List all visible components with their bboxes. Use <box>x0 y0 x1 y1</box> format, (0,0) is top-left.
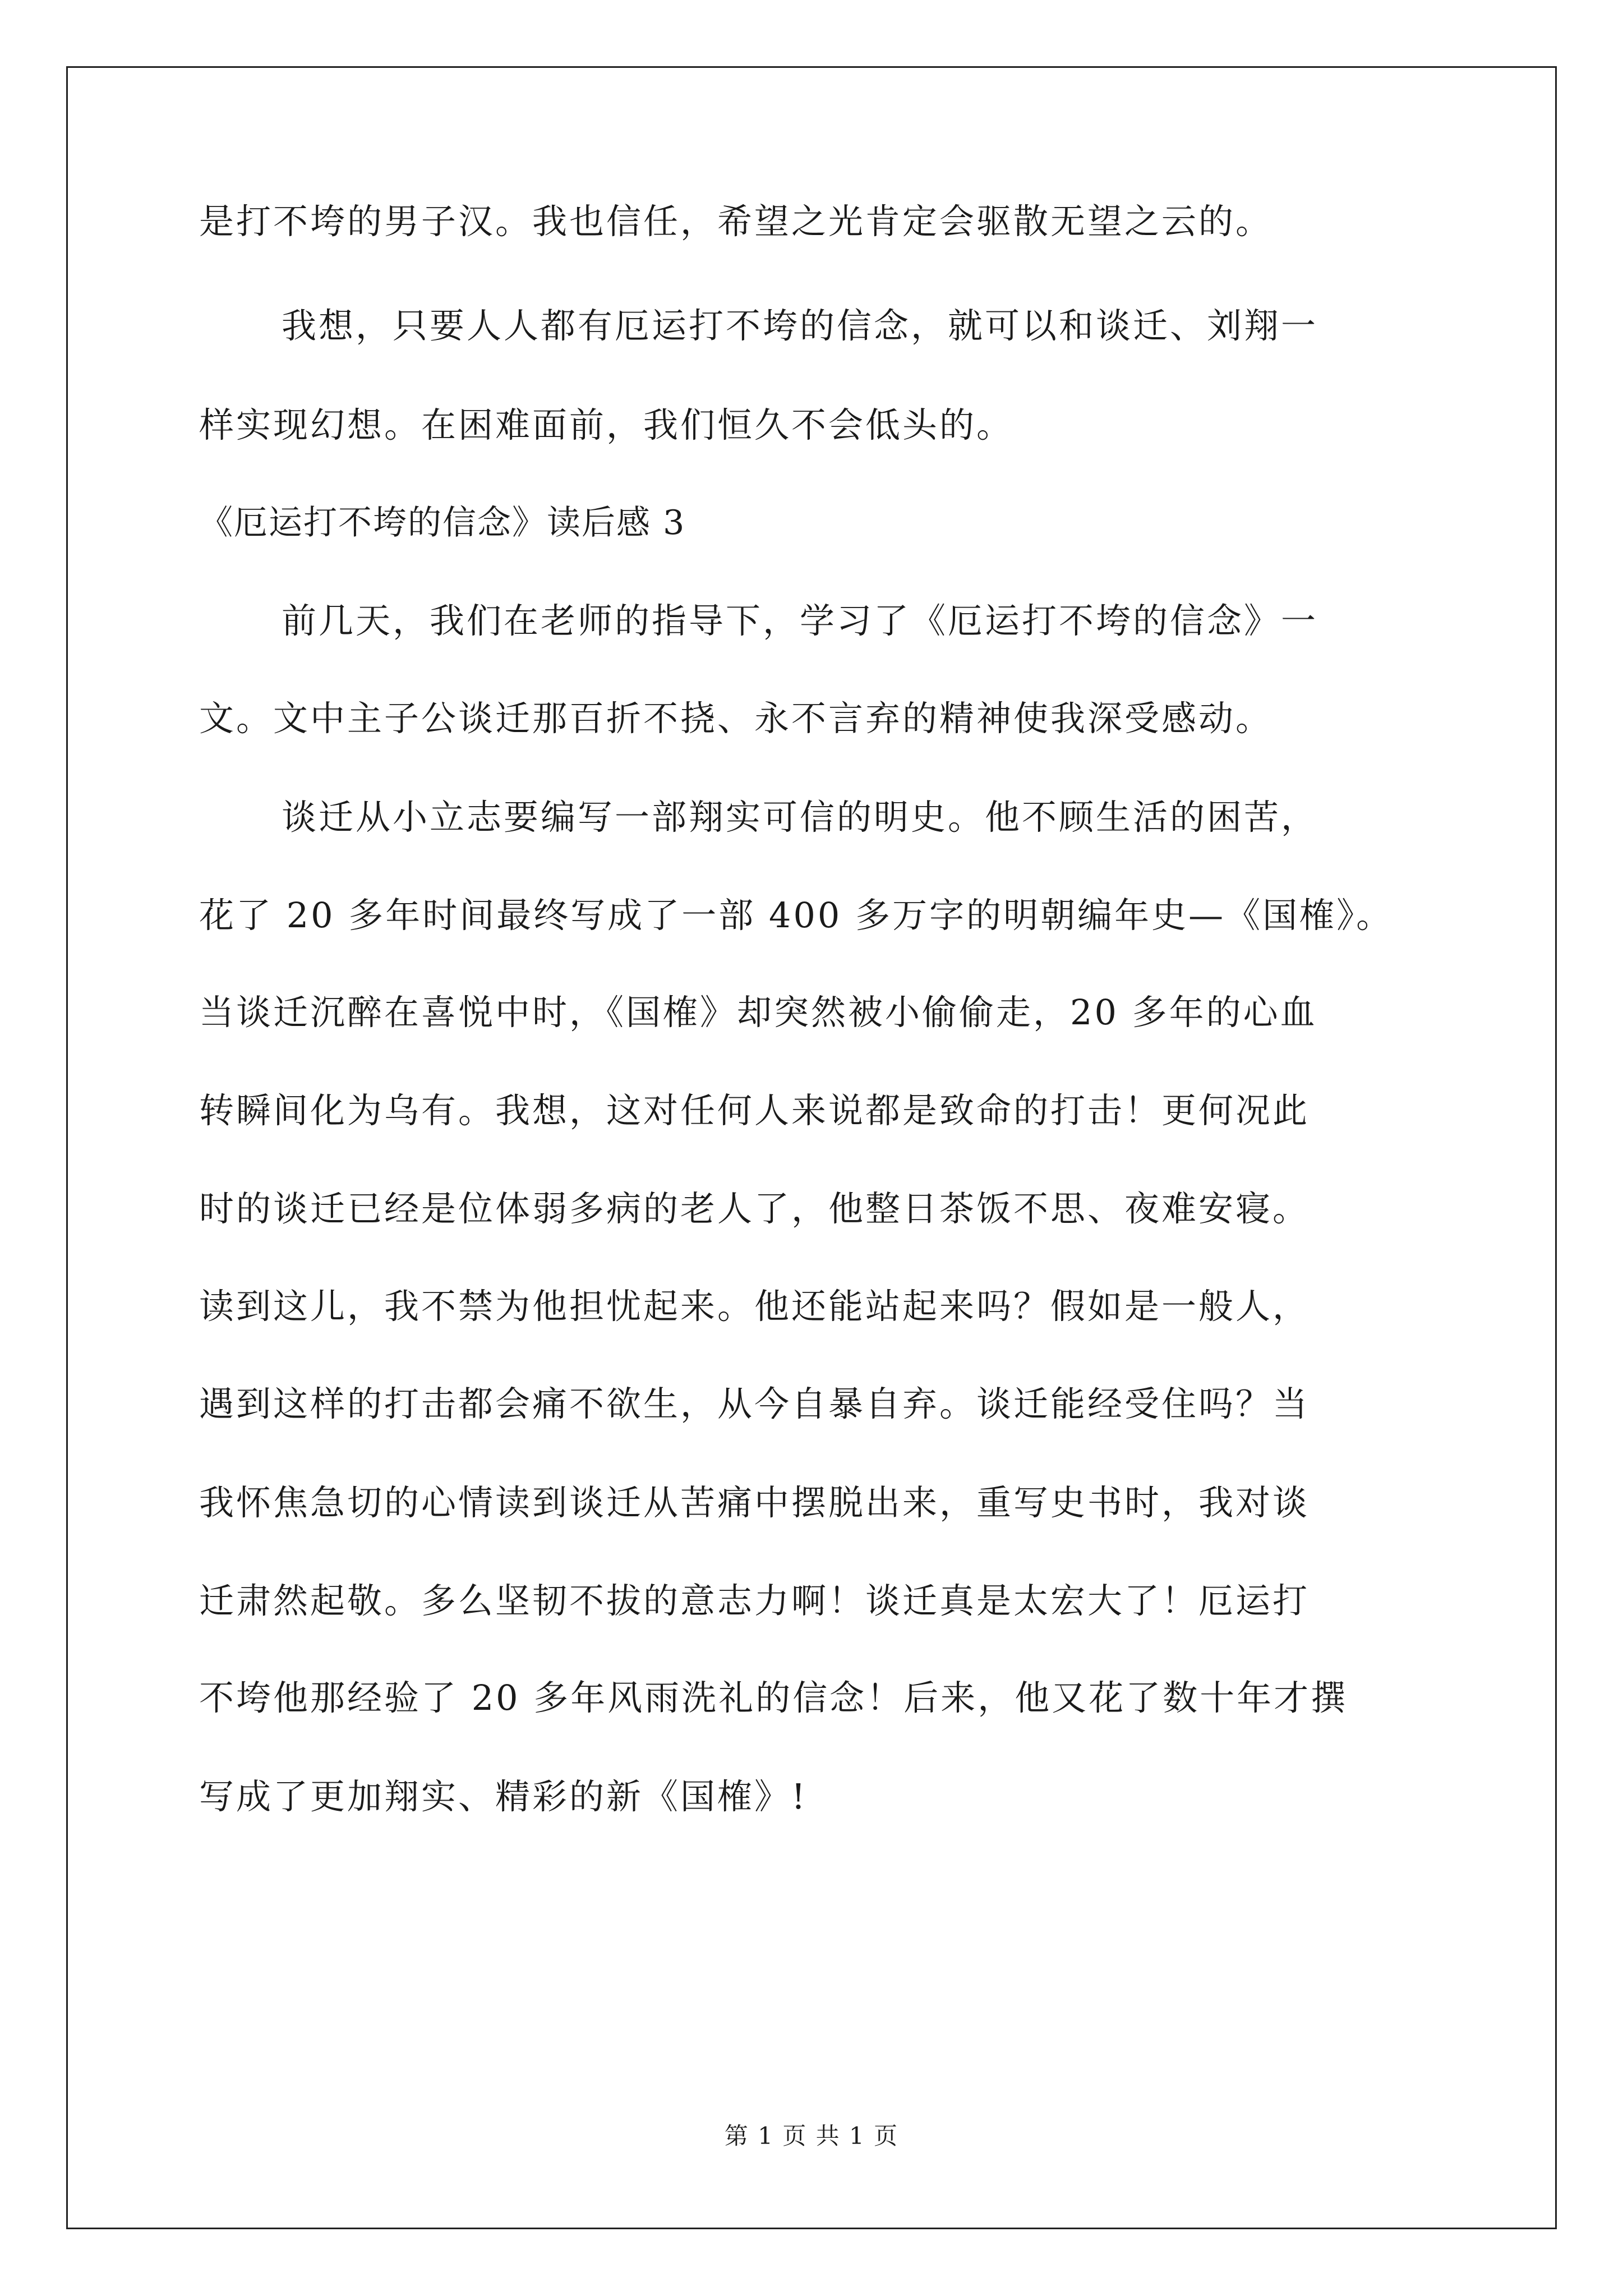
page-footer: 第 1 页 共 1 页 <box>724 2122 899 2150</box>
text-line: 我怀焦急切的心情读到谈迁从苦痛中摆脱出来，重写史书时，我对谈 <box>199 1482 1310 1523</box>
text-line: 迁肃然起敬。多么坚韧不拔的意志力啊！谈迁真是太宏大了！厄运打 <box>199 1580 1310 1621</box>
page-frame <box>66 66 1557 2229</box>
text-line: 花了 20 多年时间最终写成了一部 400 多万字的明朝编年史—《国榷》。 <box>199 895 1394 936</box>
text-line: 当谈迁沉醉在喜悦中时，《国榷》却突然被小偷偷走，20 多年的心血 <box>199 992 1317 1033</box>
text-line: 转瞬间化为乌有。我想，这对任何人来说都是致命的打击！更何况此 <box>199 1090 1310 1131</box>
text-line: 读到这儿，我不禁为他担忧起来。他还能站起来吗？假如是一般人， <box>199 1286 1310 1327</box>
paragraph-start-line: 前几天，我们在老师的指导下，学习了《厄运打不垮的信念》一 <box>282 600 1318 641</box>
text-line: 样实现幻想。在困难面前，我们恒久不会低头的。 <box>199 404 1014 445</box>
paragraph-start-line: 我想，只要人人都有厄运打不垮的信念，就可以和谈迁、刘翔一 <box>282 305 1318 346</box>
text-line: 遇到这样的打击都会痛不欲生，从今自暴自弃。谈迁能经受住吗？当 <box>199 1383 1310 1424</box>
section-heading: 《厄运打不垮的信念》读后感 3 <box>199 503 686 542</box>
paragraph-start-line: 谈迁从小立志要编写一部翔实可信的明史。他不顾生活的困苦， <box>282 797 1318 838</box>
text-line: 写成了更加翔实、精彩的新《国榷》! <box>199 1776 808 1817</box>
text-line: 文。文中主子公谈迁那百折不挠、永不言弃的精神使我深受感动。 <box>199 698 1273 739</box>
text-line: 是打不垮的男子汉。我也信任，希望之光肯定会驱散无望之云的。 <box>199 201 1273 242</box>
text-line: 不垮他那经验了 20 多年风雨洗礼的信念！后来，他又花了数十年才撰 <box>199 1677 1348 1718</box>
text-line: 时的谈迁已经是位体弱多病的老人了，他整日茶饭不思、夜难安寝。 <box>199 1188 1310 1229</box>
